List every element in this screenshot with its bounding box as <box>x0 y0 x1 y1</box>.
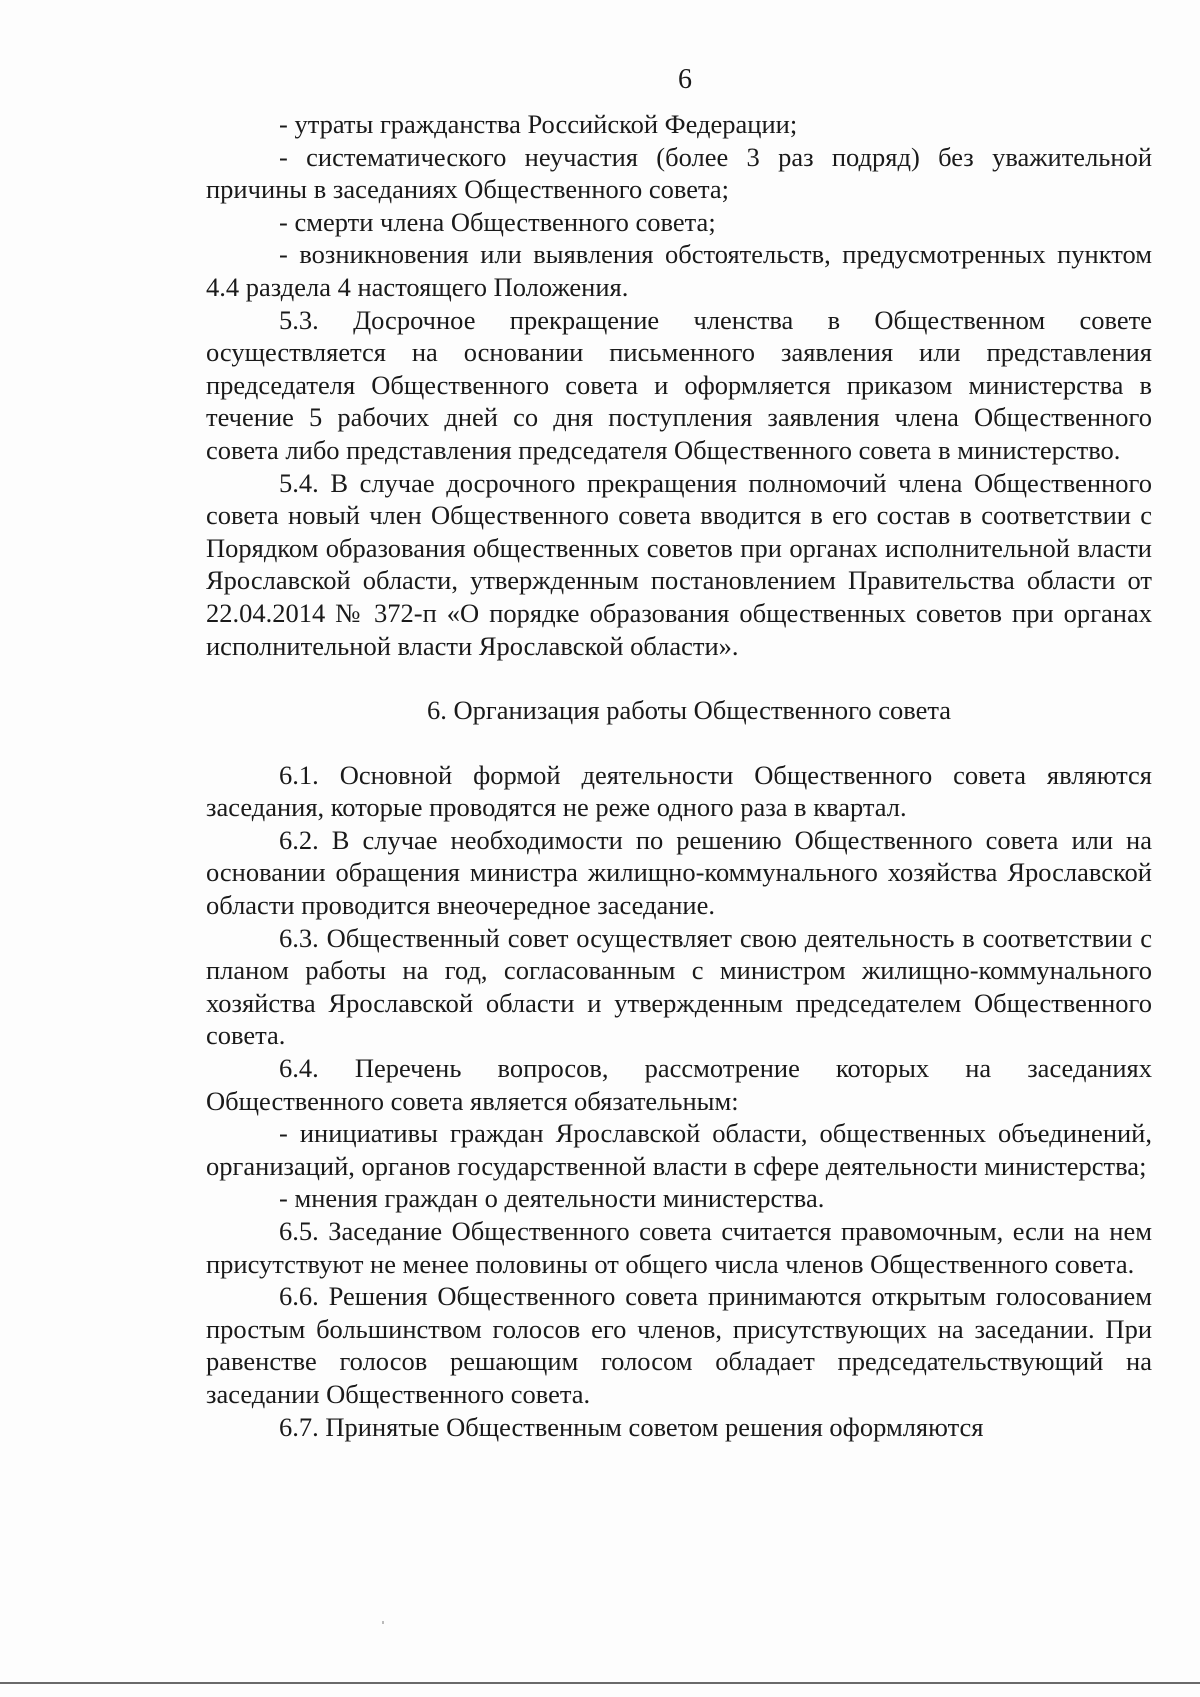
paragraph-6-1: 6.1. Основной формой деятельности Общественного совета являются заседания, которые проводятся не реже одного раза в квартал. <box>206 759 1152 823</box>
paragraph-non-participation: - систематического неучастия (более 3 раз подряд) без уважительной причины в заседаниях Общественного совета; <box>206 141 1152 205</box>
section-heading: 6. Организация работы Общественного совета <box>426 695 952 726</box>
paragraph-5-3: 5.3. Досрочное прекращение членства в Общественном совете осуществляется на основании письменного заявления или представления председателя Общественного совета и оформляется приказом министерства в течение 5 рабочих дней со дня поступления заявления члена Общественного совета либо представления председателя Общественного совета в министерство. <box>206 304 1152 465</box>
paragraph-6-6: 6.6. Решения Общественного совета принимаются открытым голосованием простым большинством голосов его членов, присутствующих на заседании. При равенстве голосов решающим голосом обладает председательствующий на заседании Общественного совета. <box>206 1281 1152 1409</box>
paragraph-death: - смерти члена Общественного совета; <box>279 206 716 237</box>
paragraph-6-5: 6.5. Заседание Общественного совета считается правомочным, если на нем присутствуют не менее половины от общего числа членов Общественного совета. <box>206 1216 1152 1279</box>
paragraph-6-4: 6.4. Перечень вопросов, рассмотрение которых на заседаниях Общественного совета является обязательным: <box>206 1053 1152 1116</box>
document-body <box>206 108 1152 1443</box>
spacer <box>206 662 1152 694</box>
paragraph-6-7: 6.7. Принятые Общественным советом решения оформляются <box>279 1411 984 1442</box>
scan-artifact <box>382 1621 384 1624</box>
paragraph-circumstances: - возникновения или выявления обстоятельств, предусмотренных пунктом 4.4 раздела 4 настоящего Положения. <box>206 239 1152 302</box>
paragraph-6-2: 6.2. В случае необходимости по решению Общественного совета или на основании обращения министра жилищно-коммунального хозяйства Ярославской области проводится внеочередное заседание. <box>206 824 1152 921</box>
paragraph-5-4: 5.4. В случае досрочного прекращения полномочий члена Общественного совета новый член Общественного совета вводится в его состав в соответствии с Порядком образования общественных советов при органах исполнительной власти Ярославской области, утвержденным постановлением Правительства области от 22.04.2014 № 372-п «О порядке образования общественных советов при органах исполнительной власти Ярославской области». <box>206 467 1152 661</box>
paragraph-initiatives: - инициативы граждан Ярославской области, общественных объединений, организаций, органов государственной власти в сфере деятельности министерства; <box>206 1118 1152 1181</box>
page-number: 6 <box>678 64 692 95</box>
paragraph-opinions: - мнения граждан о деятельности министерства. <box>279 1183 825 1214</box>
spacer <box>206 727 1152 759</box>
page-bottom-edge <box>0 1682 1200 1684</box>
paragraph-6-3: 6.3. Общественный совет осуществляет свою деятельность в соответствии с планом работы на год, согласованным с министром жилищно-коммунального хозяйства Ярославской области и утвержденным председателем Общественного совета. <box>206 922 1152 1051</box>
paragraph-loss-of-citizenship: - утраты гражданства Российской Федерации; <box>279 109 798 139</box>
